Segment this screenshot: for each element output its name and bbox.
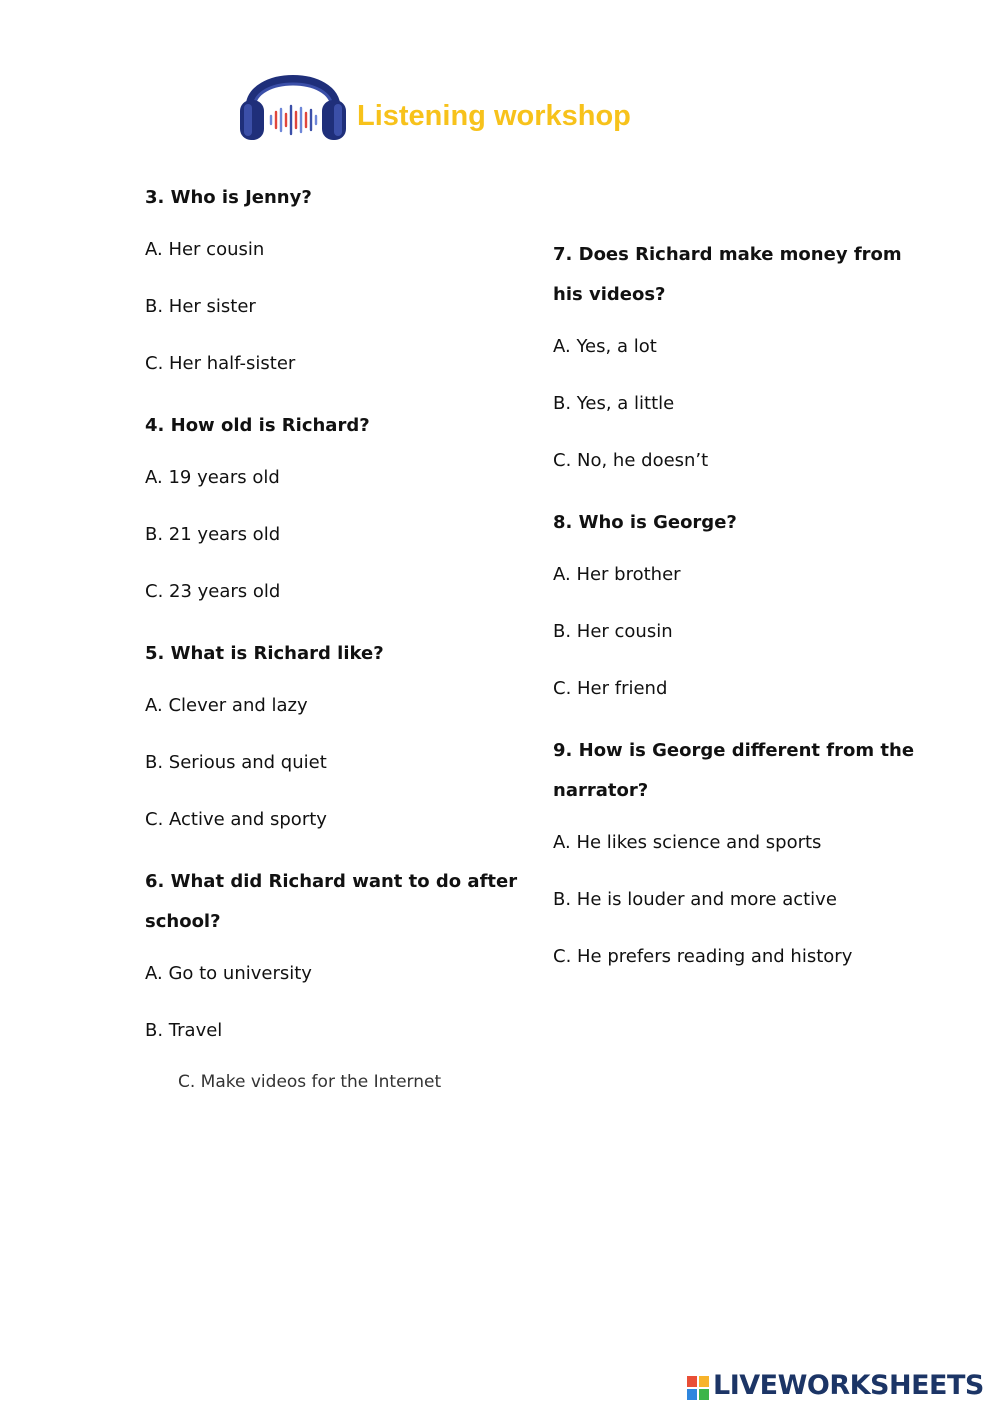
option-4b[interactable]: B. 21 years old	[145, 524, 281, 545]
liveworksheets-logo-icon	[687, 1376, 709, 1400]
page-title: Listening workshop	[357, 100, 631, 132]
option-6c[interactable]: C. Make videos for the Internet	[178, 1072, 442, 1092]
question-5: 5. What is Richard like?	[145, 643, 384, 664]
option-9c[interactable]: C. He prefers reading and history	[553, 946, 853, 967]
right-question-column	[553, 235, 933, 999]
option-6a[interactable]: A. Go to university	[145, 963, 312, 984]
option-5a[interactable]: A. Clever and lazy	[145, 695, 308, 716]
option-3a[interactable]: A. Her cousin	[145, 239, 265, 260]
question-7: 7. Does Richard make money from his videos?	[553, 244, 902, 305]
question-6: 6. What did Richard want to do after school?	[145, 871, 518, 932]
page-header	[238, 52, 658, 144]
liveworksheets-wordmark: LIVEWORKSHEETS	[713, 1370, 984, 1401]
option-8c[interactable]: C. Her friend	[553, 678, 668, 699]
option-5c[interactable]: C. Active and sporty	[145, 809, 327, 830]
option-7b[interactable]: B. Yes, a little	[553, 393, 675, 414]
question-8: 8. Who is George?	[553, 512, 737, 533]
option-4c[interactable]: C. 23 years old	[145, 581, 281, 602]
option-3c[interactable]: C. Her half-sister	[145, 353, 296, 374]
option-4a[interactable]: A. 19 years old	[145, 467, 280, 488]
option-8b[interactable]: B. Her cousin	[553, 621, 673, 642]
option-7a[interactable]: A. Yes, a lot	[553, 336, 657, 357]
question-3: 3. Who is Jenny?	[145, 187, 312, 208]
option-9b[interactable]: B. He is louder and more active	[553, 889, 837, 910]
question-4: 4. How old is Richard?	[145, 415, 370, 436]
option-5b[interactable]: B. Serious and quiet	[145, 752, 327, 773]
headphones-icon	[238, 52, 348, 144]
question-9: 9. How is George different from the narrator?	[553, 740, 915, 801]
option-6b[interactable]: B. Travel	[145, 1020, 223, 1041]
liveworksheets-logo[interactable]	[687, 1372, 987, 1404]
option-8a[interactable]: A. Her brother	[553, 564, 681, 585]
option-7c[interactable]: C. No, he doesn’t	[553, 450, 709, 471]
option-9a[interactable]: A. He likes science and sports	[553, 832, 822, 853]
left-question-column	[145, 178, 525, 1124]
option-3b[interactable]: B. Her sister	[145, 296, 256, 317]
